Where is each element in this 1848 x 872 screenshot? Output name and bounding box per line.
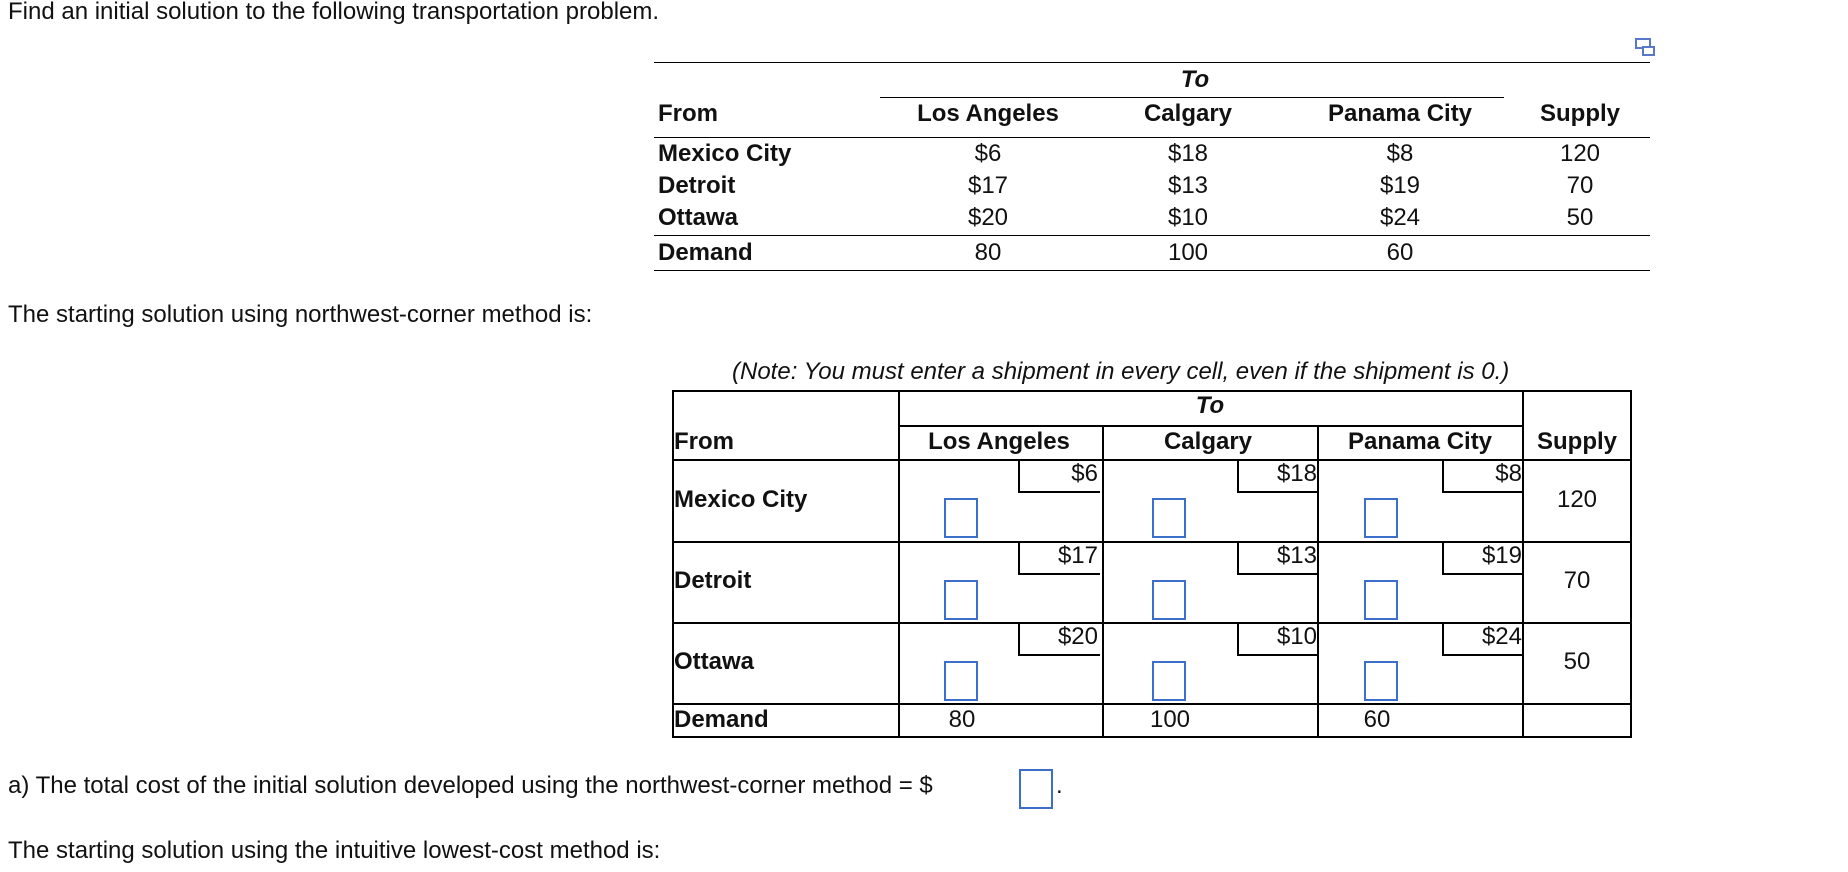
demand-cell: 80	[948, 706, 976, 733]
supply-header: Supply	[1536, 428, 1618, 455]
supply-header: Supply	[1539, 100, 1621, 127]
source-detroit: Detroit	[658, 172, 736, 199]
supply-cell: 50	[1563, 648, 1591, 675]
demand-cell: 60	[1386, 239, 1414, 266]
shipment-input-detroit-los-angeles[interactable]	[944, 580, 978, 620]
demand-label: Demand	[658, 239, 753, 266]
source-detroit: Detroit	[674, 567, 752, 594]
total-cost-input[interactable]	[1019, 769, 1053, 809]
to-label: To	[1195, 392, 1225, 419]
dest-header-calgary: Calgary	[1163, 428, 1253, 455]
dest-header-calgary: Calgary	[1143, 100, 1233, 127]
shipment-input-ottawa-panama-city[interactable]	[1364, 661, 1398, 701]
cost-cell: $6	[974, 140, 1002, 167]
cost-table	[654, 62, 1650, 276]
supply-cell: 120	[1556, 486, 1598, 513]
unit-cost: $17	[1018, 541, 1100, 575]
supply-cell: 120	[1559, 140, 1601, 167]
demand-label: Demand	[674, 706, 769, 733]
cost-cell: $13	[1167, 172, 1209, 199]
northwest-corner-table	[672, 390, 1632, 737]
unit-cost: $13	[1237, 541, 1319, 575]
cost-cell: $19	[1379, 172, 1421, 199]
supply-cell: 70	[1566, 172, 1594, 199]
shipment-input-mexico-city-calgary[interactable]	[1152, 498, 1186, 538]
shipment-input-mexico-city-los-angeles[interactable]	[944, 498, 978, 538]
demand-cell: 60	[1363, 706, 1391, 733]
lowest-cost-intro: The starting solution using the intuitive lowest-cost method is:	[8, 837, 661, 864]
cost-cell: $17	[967, 172, 1009, 199]
question-a-text: a) The total cost of the initial solution developed using the northwest-corner method = $	[8, 772, 933, 799]
unit-cost: $19	[1442, 541, 1524, 575]
dest-header-los-angeles: Los Angeles	[917, 100, 1059, 127]
demand-cell: 100	[1167, 239, 1209, 266]
source-ottawa: Ottawa	[658, 204, 739, 231]
dest-header-panama-city: Panama City	[1347, 428, 1493, 455]
supply-cell: 50	[1566, 204, 1594, 231]
cost-cell: $20	[967, 204, 1009, 231]
shipment-input-mexico-city-panama-city[interactable]	[1364, 498, 1398, 538]
unit-cost: $18	[1237, 459, 1319, 493]
shipment-input-ottawa-calgary[interactable]	[1152, 661, 1186, 701]
source-mexico-city: Mexico City	[658, 140, 792, 167]
shipment-input-ottawa-los-angeles[interactable]	[944, 661, 978, 701]
to-label: To	[1180, 66, 1210, 93]
demand-cell: 80	[974, 239, 1002, 266]
unit-cost: $10	[1237, 622, 1319, 656]
cost-cell: $10	[1167, 204, 1209, 231]
from-header: From	[658, 100, 718, 127]
northwest-corner-intro: The starting solution using northwest-corner method is:	[8, 301, 593, 328]
source-mexico-city: Mexico City	[674, 486, 808, 513]
shipment-input-detroit-calgary[interactable]	[1152, 580, 1186, 620]
supply-cell: 70	[1563, 567, 1591, 594]
unit-cost: $20	[1018, 622, 1100, 656]
cost-cell: $24	[1379, 204, 1421, 231]
source-ottawa: Ottawa	[674, 648, 755, 675]
shipment-input-detroit-panama-city[interactable]	[1364, 580, 1398, 620]
unit-cost: $24	[1442, 622, 1524, 656]
dest-header-panama-city: Panama City	[1327, 100, 1473, 127]
from-header: From	[674, 428, 734, 455]
cost-cell: $18	[1167, 140, 1209, 167]
intro-text: Find an initial solution to the following transportation problem.	[8, 0, 660, 25]
dest-header-los-angeles: Los Angeles	[928, 428, 1070, 455]
cost-cell: $8	[1386, 140, 1414, 167]
question-a-period: .	[1056, 772, 1063, 799]
expand-icon[interactable]	[1634, 36, 1656, 58]
demand-cell: 100	[1149, 706, 1191, 733]
unit-cost: $6	[1018, 459, 1100, 493]
unit-cost: $8	[1442, 459, 1524, 493]
note-text: (Note: You must enter a shipment in every cell, even if the shipment is 0.)	[732, 358, 1510, 385]
